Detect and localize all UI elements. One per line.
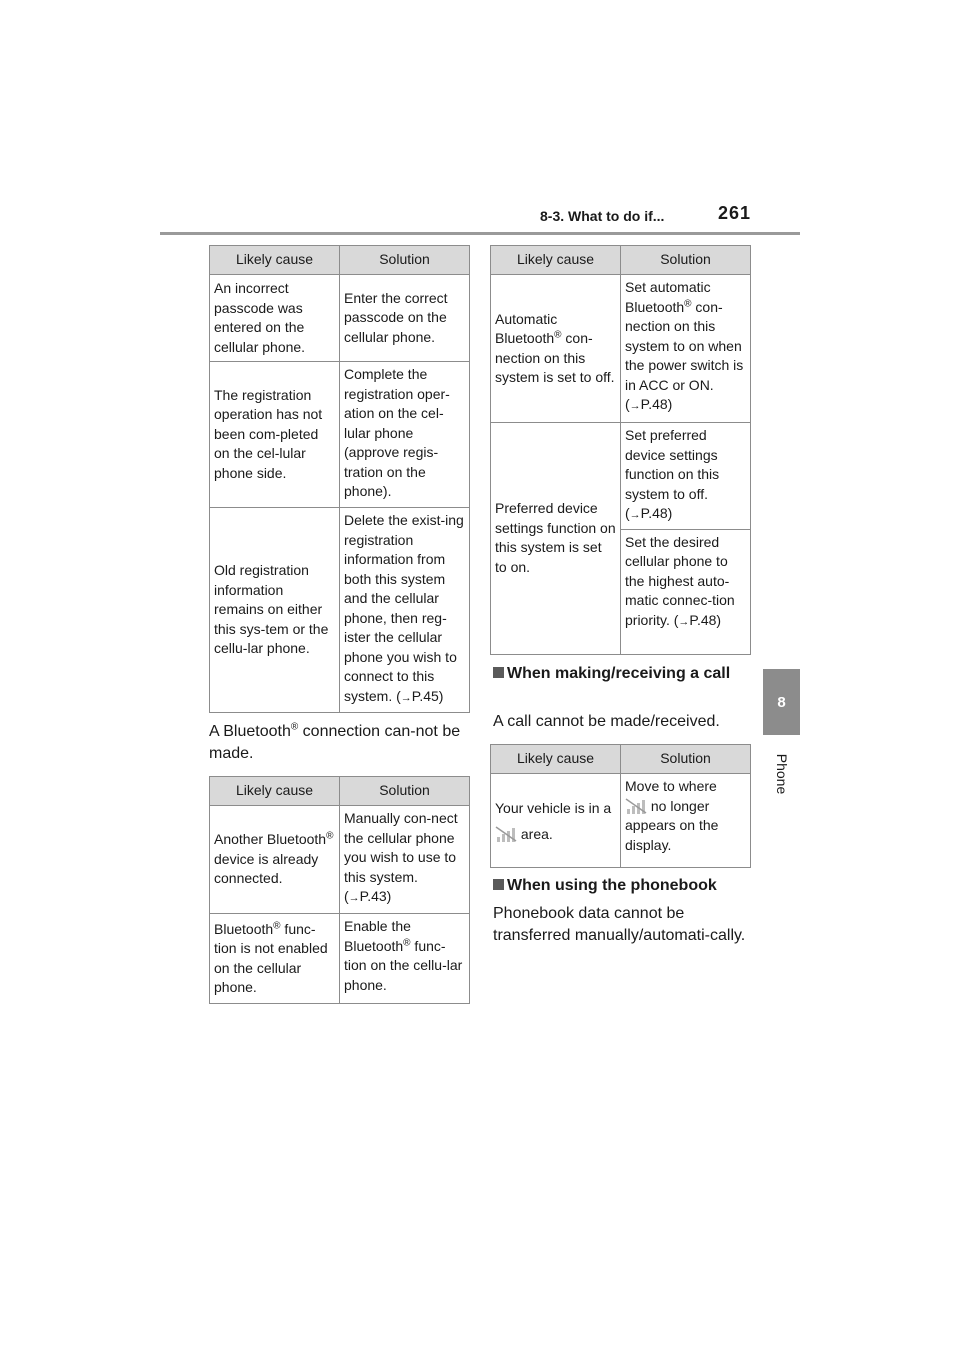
arrow-icon: → [400,691,412,704]
chapter-label [772,744,792,804]
column-header-solution: Solution [340,777,470,806]
problem-statement: A call cannot be made/received. [493,713,720,730]
cause-cell: Bluetooth® func-tion is not enabled on the cellular phone. [210,914,340,1004]
arrow-icon: → [678,615,690,628]
page-number: 261 [718,203,752,223]
cause-cell: The registration operation has not been com-pleted on the cel-lular phone side. [210,362,340,508]
column-header-cause: Likely cause [210,246,340,275]
solution-cell: Enter the correct passcode on the cellular phone. [340,275,470,362]
cause-cell: An incorrect passcode was entered on the cellular phone. [210,275,340,362]
arrow-icon: → [348,892,360,904]
problem-statement: Phonebook data cannot be transferred manually/automati-cally. [493,905,746,944]
page-reference-link[interactable]: P.48 [689,611,717,628]
square-bullet-icon [493,667,504,678]
page-reference-link[interactable]: P.45 [411,687,439,704]
solution-cell: Complete the registration oper-ation on the cel-lular phone (approve regis-tration on the phone). [340,362,470,508]
page-reference-link[interactable]: P.48 [640,396,668,412]
solution-cell: Set the desired cellular phone to the highest auto-matic connec-tion priority. (→P.48) [621,529,751,654]
cause-cell: Another Bluetooth® device is already connected. [210,806,340,914]
section-heading-calls: When making/receiving a call [493,663,769,685]
column-header-solution: Solution [340,246,470,275]
arrow-icon: → [629,400,641,412]
cause-cell: Automatic Bluetooth® con-nection on this system is set to off. [491,275,621,423]
chapter-label-text: Phone [774,753,790,795]
table-row [491,423,751,530]
table-header-row [210,777,470,806]
table-row [210,508,470,713]
square-bullet-icon [493,879,504,890]
table-row [210,362,470,508]
column-header-cause: Likely cause [210,777,340,806]
cause-cell: Preferred device settings function on this system is set to on. [491,423,621,655]
table-header-row [210,246,470,275]
table-row [210,914,470,1004]
no-signal-icon [495,824,517,840]
cause-cell: Old registration information remains on either this sys-tem or the cellu-lar phone. [210,508,340,713]
page-reference-link[interactable]: P.48 [640,505,668,521]
solution-cell: Enable the Bluetooth® func-tion on the cellu-lar phone. [340,914,470,1004]
column-header-cause: Likely cause [491,246,621,275]
problem-statement: A Bluetooth® connection can-not be made. [209,721,461,762]
solution-cell: Set automatic Bluetooth® con-nection on this system to on when the power switch is in ACC or ON. (→P.48) [621,275,751,423]
header-divider [160,232,800,235]
troubleshooting-table-connection [209,776,470,1004]
troubleshooting-table-automatic-connection [490,245,751,655]
table-row [491,774,751,868]
arrow-icon: → [629,509,641,521]
table-row [491,275,751,423]
page-reference-link[interactable]: P.43 [359,888,387,904]
column-header-solution: Solution [621,745,751,774]
cause-cell: Your vehicle is in a area. [491,774,621,868]
solution-cell: Move to where no longer appears on the display. [621,774,751,868]
solution-cell: Delete the exist-ing registration information from both this system and the cellular phone, then reg-ister the cellular phone you wish to connect to this system. (→P.45) [340,508,470,713]
table-header-row [491,745,751,774]
table-row [210,806,470,914]
solution-cell: Set preferred device settings function on this system to off. (→P.48) [621,423,751,530]
table-row [210,275,470,362]
chapter-number: 8 [777,693,786,711]
troubleshooting-table-passcode [209,245,470,713]
table-header-row [491,246,751,275]
solution-cell: Manually con-nect the cellular phone you wish to use to this system. (→P.43) [340,806,470,914]
column-header-solution: Solution [621,246,751,275]
section-title: 8-3. What to do if... [540,208,665,224]
no-signal-icon [625,798,647,814]
troubleshooting-table-calls [490,744,751,868]
section-heading-phonebook: When using the phonebook [493,875,774,897]
column-header-cause: Likely cause [491,745,621,774]
